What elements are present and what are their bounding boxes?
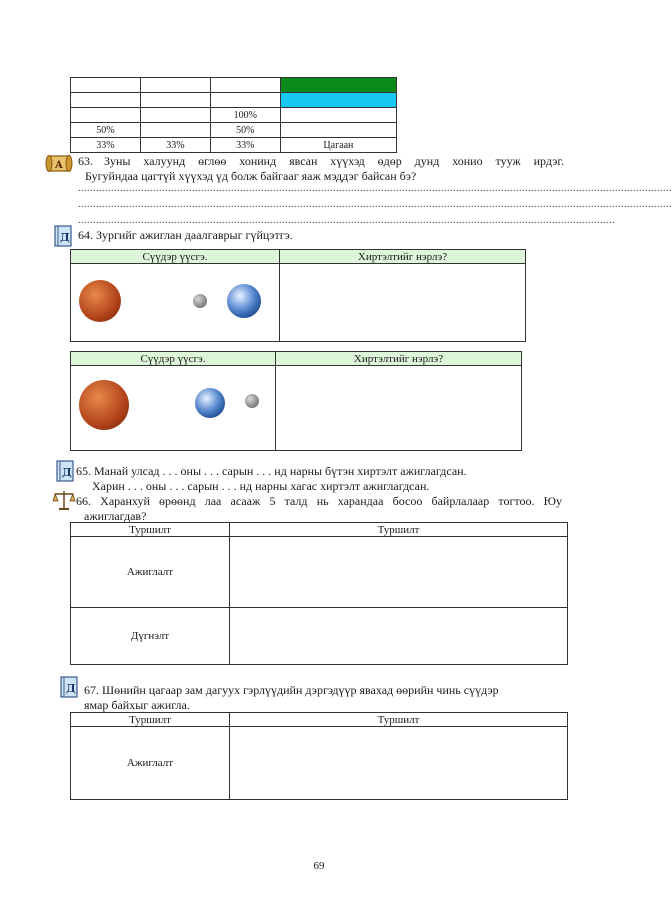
table-cell [280, 123, 396, 138]
question-line: ажиглагдав? [84, 509, 147, 523]
page-number: 69 [313, 860, 325, 872]
table-cell [210, 78, 280, 93]
svg-text:Д: Д [60, 231, 70, 244]
table-cell: 33% [71, 138, 141, 153]
question-line: 66. Харанхуй өрөөнд лаа асааж 5 талд нь харандаа босоо байрлалаар тогтоо. Юу [76, 494, 562, 508]
column-header: Туршилт [71, 713, 230, 727]
table-row [71, 123, 397, 138]
experiment-table-67 [70, 712, 568, 800]
planet-table-1 [70, 249, 526, 342]
color-mix-table [70, 77, 397, 153]
mars-planet [79, 280, 121, 322]
table-cell [71, 108, 141, 123]
column-header: Сүүдэр үүсгэ. [71, 250, 280, 264]
answer-cell[interactable] [230, 727, 568, 800]
table-cell: 33% [210, 138, 280, 153]
planet-image-cell [71, 264, 280, 342]
table-cell [280, 108, 396, 123]
table-cell: 33% [140, 138, 210, 153]
question-67 [84, 683, 560, 713]
answer-line[interactable]: ...................................................................................................................................................................................................... [78, 183, 672, 194]
row-label: Дүгнэлт [71, 608, 230, 665]
table-row [71, 108, 397, 123]
svg-text:Д: Д [66, 682, 76, 695]
question-63 [78, 154, 564, 184]
question-65 [76, 464, 562, 494]
column-header: Хиртэлтийг нэрлэ? [280, 250, 526, 264]
table-cell [140, 108, 210, 123]
question-line: Зуны халуунд өглөө хонинд явсан хүүхэд өдөр дунд хонио тууж ирдэг. [104, 154, 564, 168]
table-row [71, 366, 522, 451]
svg-text:A: A [55, 160, 63, 171]
moon-planet [193, 294, 207, 308]
table-cell [140, 123, 210, 138]
table-cell [71, 93, 141, 108]
earth-planet [227, 284, 261, 318]
moon-planet [245, 394, 259, 408]
answer-cell[interactable] [230, 537, 568, 608]
table-cell: Цагаан [280, 138, 396, 153]
question-line: Харин . . . оны . . . сарын . . . нд нарны хагас хиртэлт ажиглагдсан. [92, 479, 430, 493]
table-cell [140, 78, 210, 93]
mars-planet [79, 380, 129, 430]
table-header-row [71, 713, 568, 727]
balance-scale-icon [52, 489, 76, 516]
table-row [71, 264, 526, 342]
cyan-swatch-cell [280, 93, 396, 108]
notebook-icon [58, 675, 80, 704]
table-row [71, 138, 397, 153]
scroll-icon [44, 150, 74, 183]
table-row [71, 93, 397, 108]
column-header: Хиртэлтийг нэрлэ? [276, 352, 522, 366]
answer-cell[interactable] [230, 608, 568, 665]
answer-line[interactable]: ................................................................................................................................................................................... [78, 215, 615, 226]
table-cell [140, 93, 210, 108]
experiment-table-66 [70, 522, 568, 665]
table-header-row [71, 523, 568, 537]
question-line: Бугуйндаа цагтүй хүүхэд үд болж байгааг яаж мэддэг байсан бэ? [85, 169, 417, 183]
table-cell: 100% [210, 108, 280, 123]
question-line: ямар байхыг ажигла. [84, 698, 190, 712]
column-header: Туршилт [71, 523, 230, 537]
green-swatch-cell [280, 78, 396, 93]
answer-cell[interactable] [280, 264, 526, 342]
answer-cell[interactable] [276, 366, 522, 451]
table-header-row [71, 250, 526, 264]
table-cell: 50% [210, 123, 280, 138]
table-row [71, 78, 397, 93]
table-cell [71, 78, 141, 93]
column-header: Сүүдэр үүсгэ. [71, 352, 276, 366]
table-row [71, 537, 568, 608]
table-cell: 50% [71, 123, 141, 138]
answer-line[interactable]: ...................................................................................................................................................................................................... [78, 199, 672, 210]
question-line: 65. Манай улсад . . . оны . . . сарын . . . нд нарны бүтэн хиртэлт ажиглагдсан. [76, 464, 467, 478]
planet-image-cell [71, 366, 276, 451]
question-line: 67. Шөнийн цагаар зам дагуух гэрлүүдийн дэргэдүүр явахад өөрийн чинь сүүдэр [84, 683, 499, 697]
column-header: Туршилт [230, 713, 568, 727]
svg-text:Д: Д [62, 466, 72, 479]
table-cell [210, 93, 280, 108]
planet-table-2 [70, 351, 522, 451]
question-66 [76, 494, 562, 524]
earth-planet [195, 388, 225, 418]
row-label: Ажиглалт [71, 537, 230, 608]
table-row [71, 608, 568, 665]
table-row [71, 727, 568, 800]
notebook-icon [54, 459, 76, 488]
question-number: 63. [78, 154, 93, 168]
table-header-row [71, 352, 522, 366]
question-64: 64. Зургийг ажиглан даалгаврыг гүйцэтгэ. [78, 228, 293, 242]
row-label: Ажиглалт [71, 727, 230, 800]
column-header: Туршилт [230, 523, 568, 537]
